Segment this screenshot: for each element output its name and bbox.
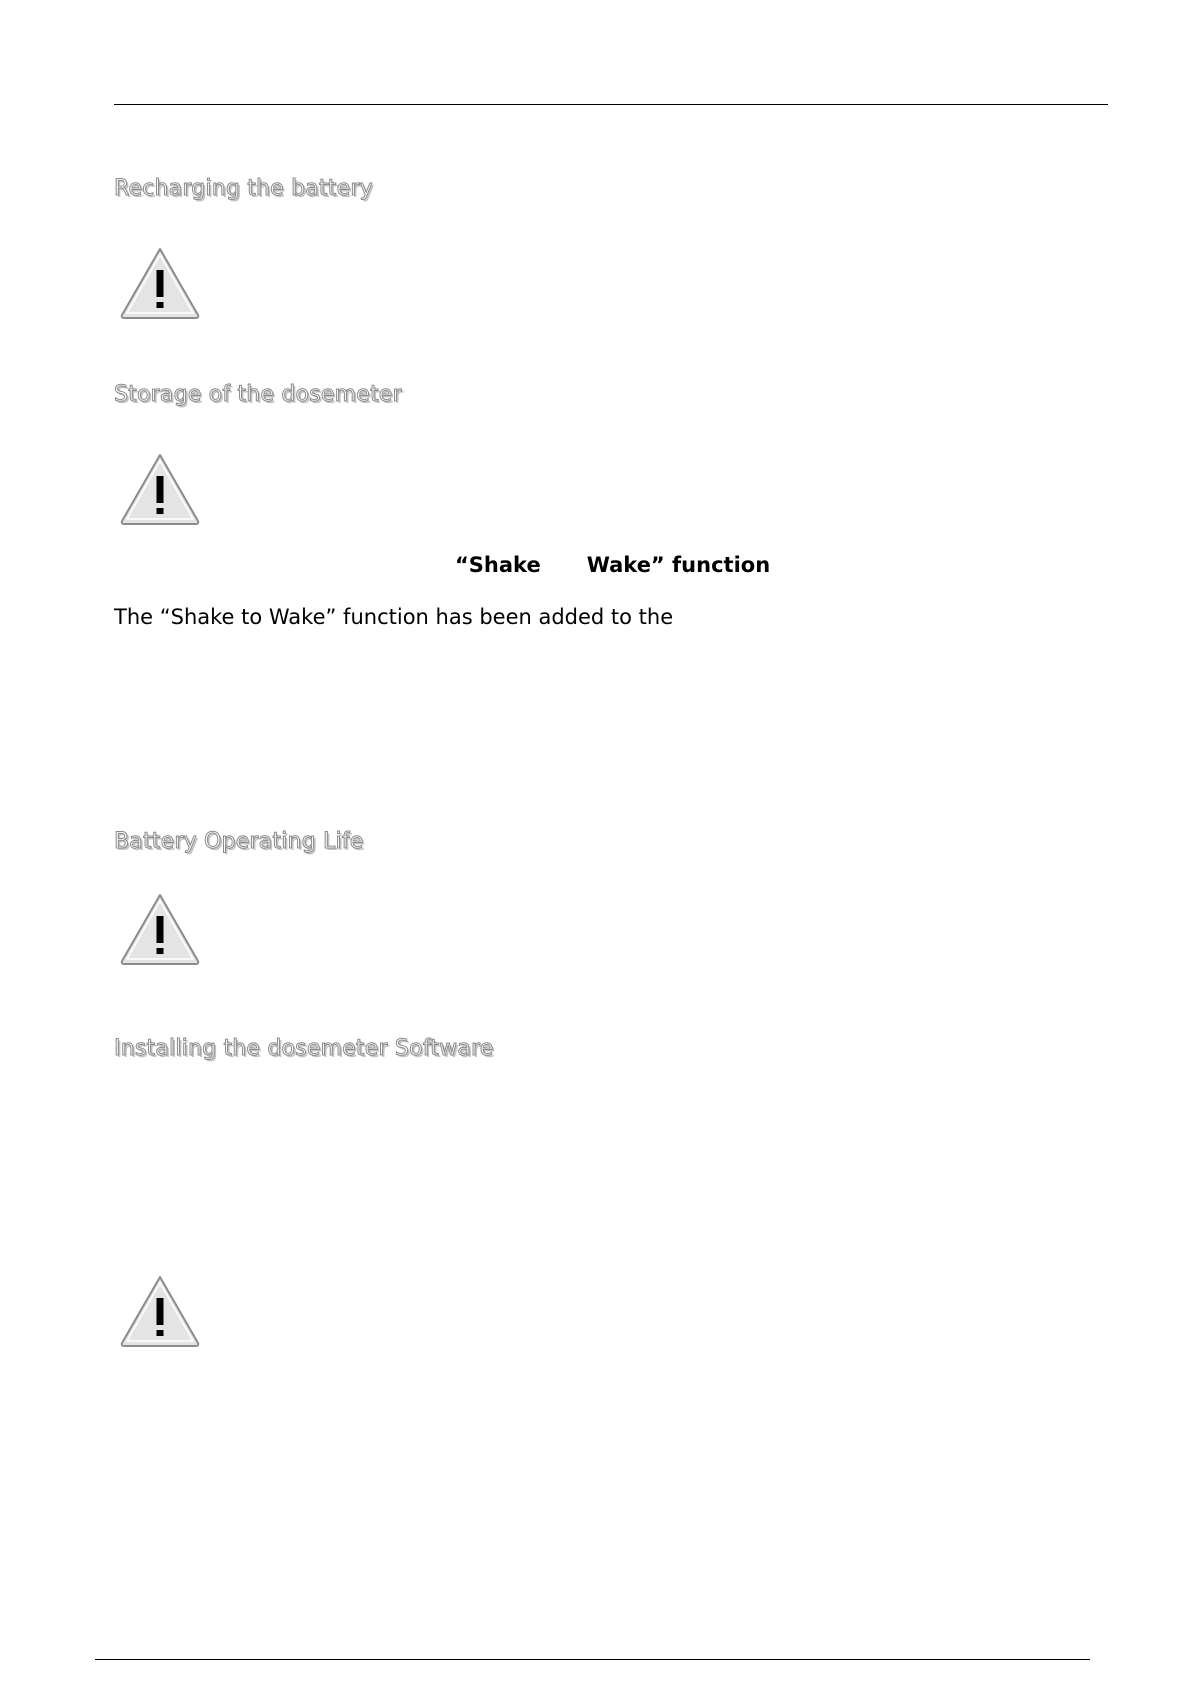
- warning-icon: [118, 245, 202, 321]
- shake-title-part1: “Shake: [455, 553, 541, 577]
- shake-to-wake-body: The “Shake to Wake” function has been added to the: [114, 605, 674, 629]
- heading-battery-life: Battery Operating Life: [114, 829, 364, 854]
- warning-icon: [118, 1273, 202, 1349]
- warning-icon: [118, 891, 202, 967]
- footer-rule: [95, 1659, 1090, 1660]
- heading-recharging-battery: Recharging the battery: [114, 176, 373, 201]
- warning-icon: [118, 451, 202, 527]
- header-rule: [114, 104, 1108, 105]
- shake-to-wake-title: [455, 553, 770, 577]
- heading-installing-software: Installing the dosemeter Software: [114, 1036, 494, 1061]
- shake-title-part2: Wake” function: [586, 553, 771, 577]
- heading-storage: Storage of the dosemeter: [114, 382, 402, 407]
